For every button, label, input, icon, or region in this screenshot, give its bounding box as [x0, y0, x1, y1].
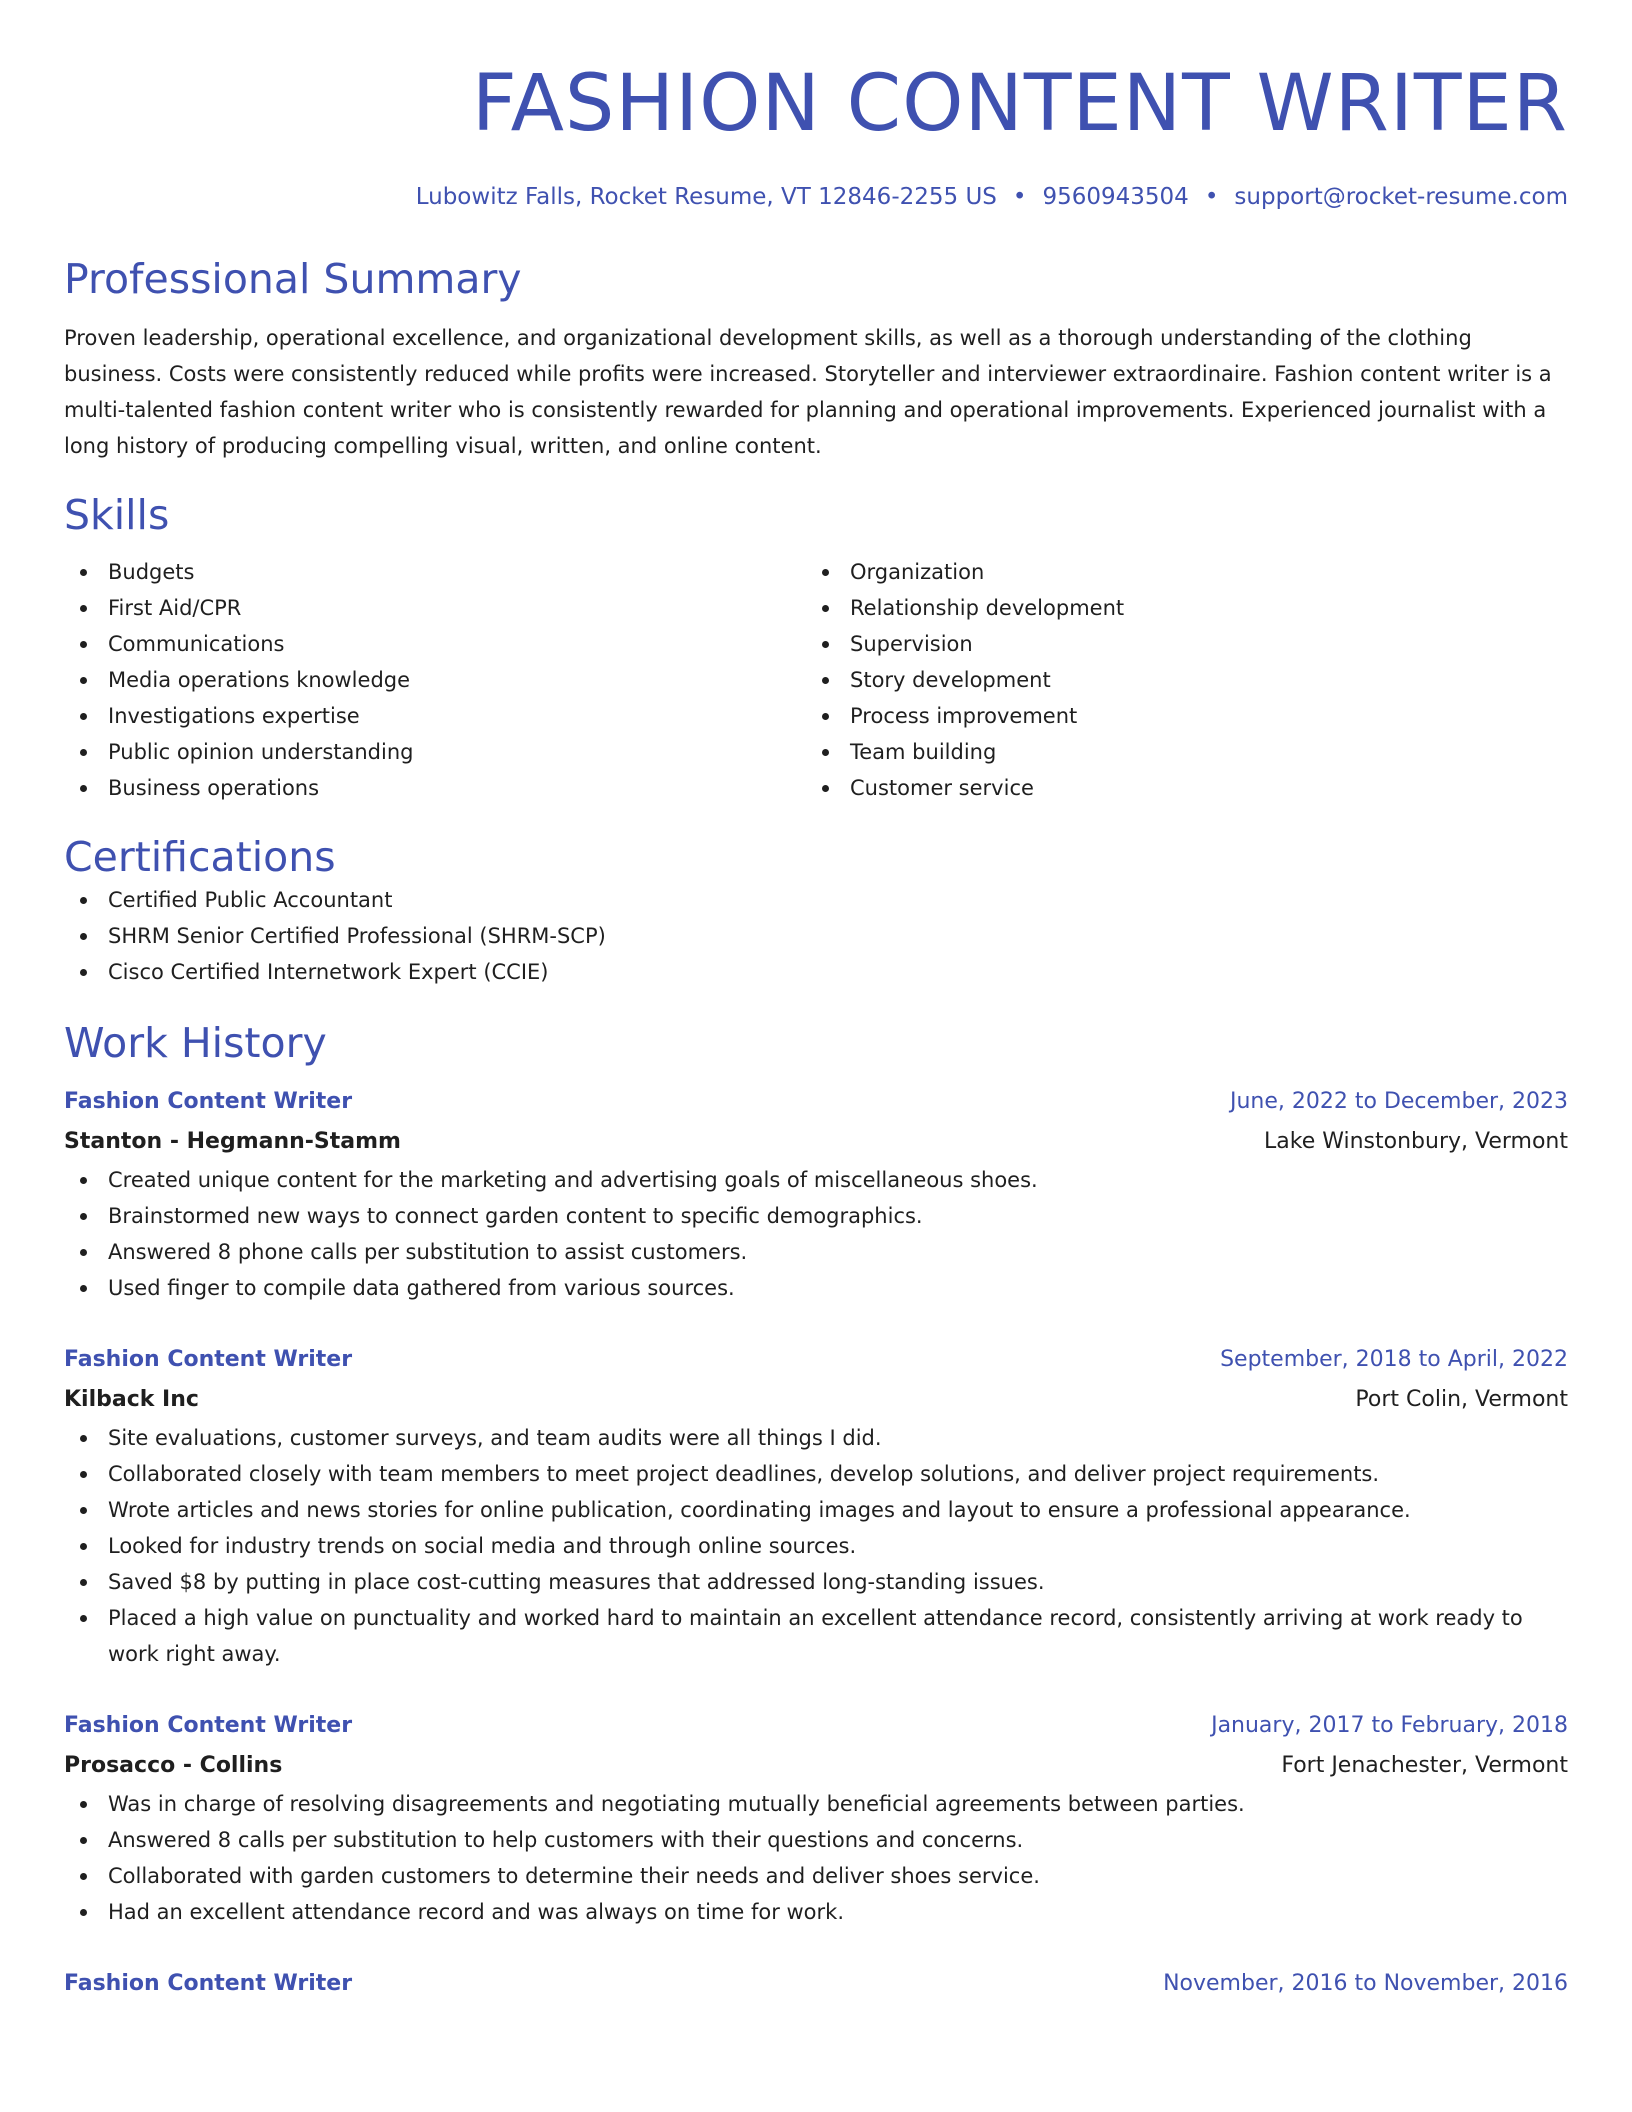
- job-company: Stanton - Hegmann-Stamm: [64, 1129, 401, 1154]
- job-bullet: Saved $8 by putting in place cost-cutting measures that addressed long-standing issues.: [64, 1564, 1568, 1600]
- skills-grid: [64, 554, 1568, 806]
- job-bullet: Was in charge of resolving disagreements and negotiating mutually beneficial agreements between parties.: [64, 1786, 1568, 1822]
- job-bullet: Brainstormed new ways to connect garden content to specific demographics.: [64, 1198, 1568, 1234]
- job-bullets: [64, 1420, 1568, 1672]
- contact-email: support@rocket-resume.com: [1234, 184, 1568, 210]
- skill-item: Business operations: [64, 770, 806, 806]
- skill-item: Supervision: [806, 626, 1548, 662]
- skills-heading: Skills: [64, 491, 170, 539]
- job-title: Fashion Content Writer: [64, 1713, 353, 1738]
- resume-header: [64, 56, 1568, 214]
- job-bullet: Answered 8 calls per substitution to help customers with their questions and concerns.: [64, 1822, 1568, 1858]
- job-location: Fort Jenachester, Vermont: [1281, 1753, 1568, 1778]
- job-entry: [64, 1964, 1568, 2004]
- job-bullet: Placed a high value on punctuality and worked hard to maintain an excellent attendance record, consistently arriving at work ready to work right away.: [64, 1600, 1568, 1672]
- skill-item: First Aid/CPR: [64, 590, 806, 626]
- certifications-list: [64, 882, 1568, 990]
- job-dates: June, 2022 to December, 2023: [1229, 1089, 1568, 1114]
- contact-separator: •: [1204, 184, 1219, 210]
- certifications-heading: Certifications: [64, 833, 336, 881]
- job-title: Fashion Content Writer: [64, 1971, 353, 1996]
- skill-item: Budgets: [64, 554, 806, 590]
- skill-item: Investigations expertise: [64, 698, 806, 734]
- skill-item: Public opinion understanding: [64, 734, 806, 770]
- certification-item: Certified Public Accountant: [64, 882, 1568, 918]
- skills-list-right: [806, 554, 1548, 806]
- contact-phone: 9560943504: [1042, 184, 1189, 210]
- contact-line: [64, 180, 1568, 214]
- certification-item: Cisco Certified Internetwork Expert (CCIE): [64, 954, 1568, 990]
- skills-column-left: [64, 554, 806, 806]
- skill-item: Story development: [806, 662, 1548, 698]
- job-title-row: [64, 1082, 1568, 1122]
- job-entry: [64, 1340, 1568, 1672]
- skill-item: Customer service: [806, 770, 1548, 806]
- job-title: Fashion Content Writer: [64, 1089, 353, 1114]
- job-dates: November, 2016 to November, 2016: [1163, 1971, 1568, 1996]
- skill-item: Organization: [806, 554, 1548, 590]
- job-entry: [64, 1706, 1568, 1930]
- job-title-row: [64, 1340, 1568, 1380]
- contact-address: Lubowitz Falls, Rocket Resume, VT 12846-2255 US: [415, 184, 997, 210]
- certification-item: SHRM Senior Certified Professional (SHRM-SCP): [64, 918, 1568, 954]
- job-location: Port Colin, Vermont: [1355, 1387, 1568, 1412]
- job-dates: September, 2018 to April, 2022: [1220, 1347, 1568, 1372]
- skill-item: Process improvement: [806, 698, 1548, 734]
- job-company-row: [64, 1380, 1568, 1420]
- job-title-row: [64, 1706, 1568, 1746]
- job-bullets: [64, 1162, 1568, 1306]
- skill-item: Relationship development: [806, 590, 1548, 626]
- job-company: Kilback Inc: [64, 1387, 199, 1412]
- job-title: Fashion Content Writer: [64, 1347, 353, 1372]
- job-location: Lake Winstonbury, Vermont: [1264, 1129, 1568, 1154]
- job-dates: January, 2017 to February, 2018: [1211, 1713, 1568, 1738]
- skill-item: Media operations knowledge: [64, 662, 806, 698]
- skill-item: Team building: [806, 734, 1548, 770]
- skills-column-right: [806, 554, 1548, 806]
- skills-list-left: [64, 554, 806, 806]
- summary-heading: Professional Summary: [64, 255, 522, 303]
- job-title-row: [64, 1964, 1568, 2004]
- summary-text: Proven leadership, operational excellence, and organizational development skills, as well as a thorough understanding of the clothing business. Costs were consistently reduced while profits were increased. Storyteller and interviewer extraordinaire. Fashion content writer is a multi-talented fashion content writer who is consistently rewarded for planning and operational improvements. Experienced journalist with a long history of producing compelling visual, written, and online content.: [64, 326, 1552, 458]
- job-entry: [64, 1082, 1568, 1306]
- job-bullet: Wrote articles and news stories for online publication, coordinating images and layout to ensure a professional appearance.: [64, 1492, 1568, 1528]
- job-company-row: [64, 1746, 1568, 1786]
- job-bullet: Used finger to compile data gathered from various sources.: [64, 1270, 1568, 1306]
- contact-separator: •: [1012, 184, 1027, 210]
- skill-item: Communications: [64, 626, 806, 662]
- job-bullets: [64, 1786, 1568, 1930]
- job-bullet: Collaborated closely with team members to meet project deadlines, develop solutions, and deliver project requirements.: [64, 1456, 1568, 1492]
- job-company-row: [64, 1122, 1568, 1162]
- job-bullet: Created unique content for the marketing and advertising goals of miscellaneous shoes.: [64, 1162, 1568, 1198]
- job-company: Prosacco - Collins: [64, 1753, 283, 1778]
- job-bullet: Site evaluations, customer surveys, and team audits were all things I did.: [64, 1420, 1568, 1456]
- job-bullet: Had an excellent attendance record and was always on time for work.: [64, 1894, 1568, 1930]
- resume-name: FASHION CONTENT WRITER: [471, 59, 1568, 149]
- job-bullet: Answered 8 phone calls per substitution to assist customers.: [64, 1234, 1568, 1270]
- job-bullet: Looked for industry trends on social media and through online sources.: [64, 1528, 1568, 1564]
- work-history-heading: Work History: [64, 1019, 327, 1067]
- job-bullet: Collaborated with garden customers to determine their needs and deliver shoes service.: [64, 1858, 1568, 1894]
